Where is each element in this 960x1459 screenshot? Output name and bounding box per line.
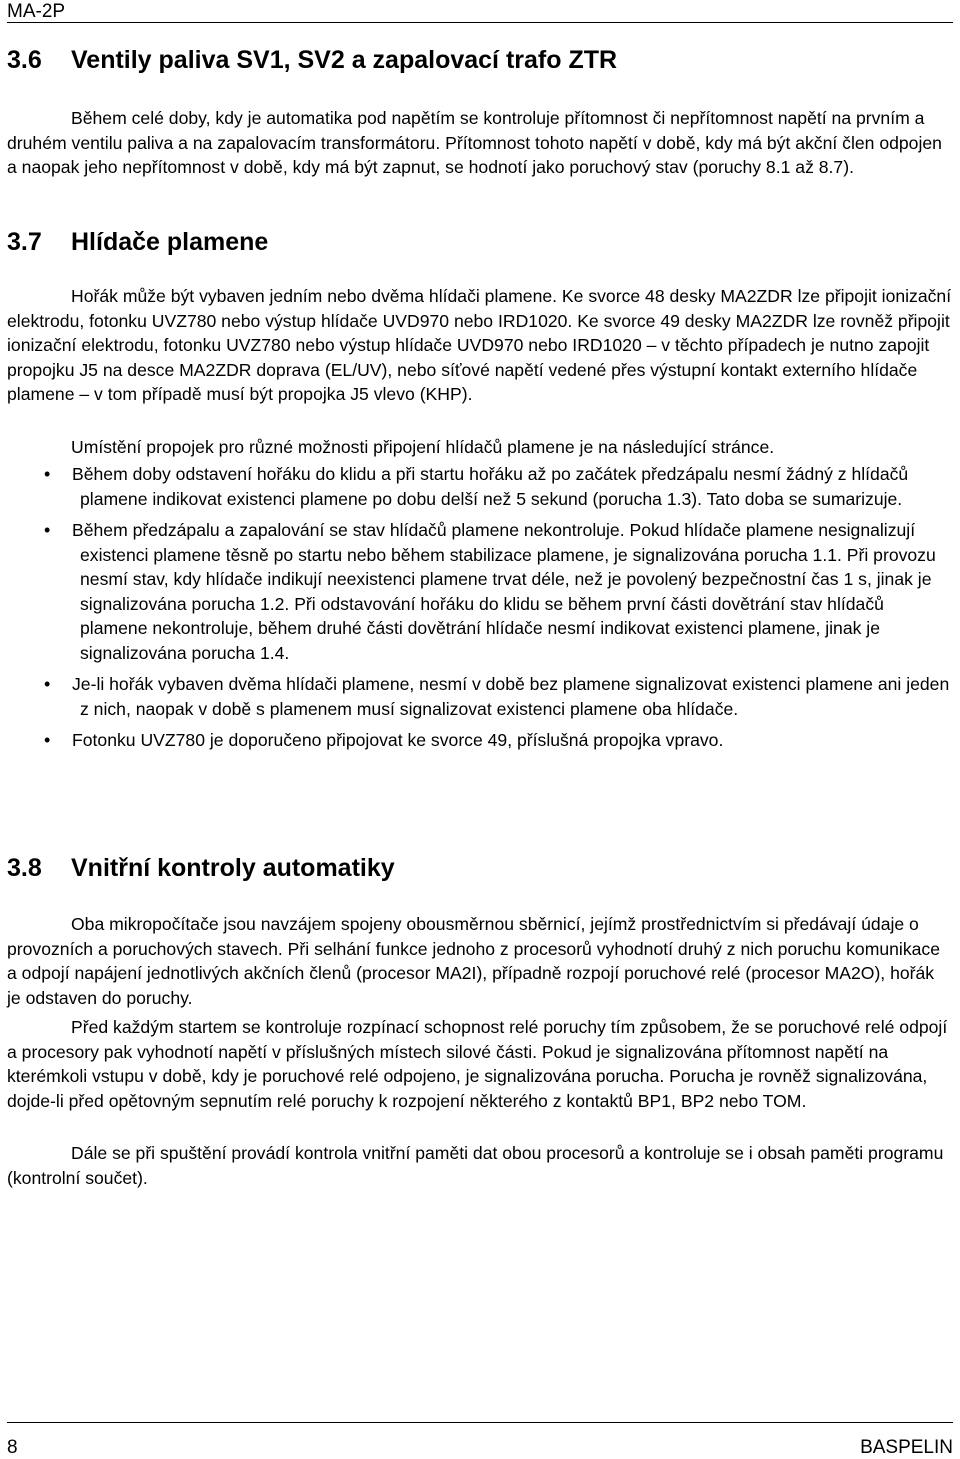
section-title: Vnitřní kontroly automatiky [71, 854, 395, 882]
section-3-6-heading [7, 46, 617, 75]
section-3-8-heading [7, 854, 395, 883]
list-item [0, 728, 952, 753]
section-3-6-paragraph: Během celé doby, kdy je automatika pod napětím se kontroluje přítomnost či nepřítomnost napětí na prvním a druhém ventilu paliva a na zapalovacím transformátoru. Přítomnost tohoto napětí v době, kdy má být akční člen odpojen a naopak jeho nepřítomnost v době, kdy má být zapnut, se hodnotí jako poruchový stav (poruchy 8.1 až 8.7). [7, 108, 942, 177]
list-item-text: Fotonku UVZ780 je doporučeno připojovat ke svorce 49, příslušná propojka vpravo. [72, 730, 724, 750]
bullet-icon: • [44, 520, 51, 540]
list-item [0, 518, 952, 665]
list-item [0, 462, 952, 511]
section-3-7-paragraph-1: Hořák může být vybaven jedním nebo dvěma hlídači plamene. Ke svorce 48 desky MA2ZDR lze připojit ionizační elektrodu, fotonku UVZ780 nebo výstup hlídače UVD970 nebo IRD1020. Ke svorce 49 desky MA2ZDR lze rovněž připojit ionizační elektrodu, fotonku UVZ780 nebo výstup hlídače UVD970 nebo IRD1020 – v těchto případech je nutno zapojit propojku J5 na desce MA2ZDR doprava (EL/UV), nebo síťové napětí vedené přes výstupní kontakt externího hlídače plamene – v tom případě musí být propojka J5 vlevo (KHP). [7, 286, 952, 404]
list-item [0, 672, 952, 721]
section-number: 3.8 [7, 854, 42, 882]
page-header [7, 0, 953, 23]
brand-name: BASPELIN [860, 1437, 953, 1458]
section-title: Ventily paliva SV1, SV2 a zapalovací trafo ZTR [71, 46, 618, 74]
section-number: 3.7 [7, 228, 42, 256]
bullet-icon: • [44, 464, 51, 484]
section-title: Hlídače plamene [71, 228, 269, 256]
page-footer [7, 1422, 953, 1458]
section-number: 3.6 [7, 46, 42, 74]
section-3-7-paragraph-2: Umístění propojek pro různé možnosti připojení hlídačů plamene je na následující stránce. [71, 437, 775, 457]
section-3-8-paragraph-3: Dále se při spuštění provádí kontrola vnitřní paměti dat obou procesorů a kontroluje se i obsah paměti programu (kontrolní součet). [7, 1143, 944, 1188]
list-item-text: Je-li hořák vybaven dvěma hlídači plamene, nesmí v době bez plamene signalizovat existenci plamene ani jeden z nich, naopak v době s plamenem musí signalizovat existenci plamene oba hlídače. [72, 674, 950, 719]
section-3-8-paragraph-2: Před každým startem se kontroluje rozpínací schopnost relé poruchy tím způsobem, že se poruchové relé odpojí a procesory pak vyhodnotí napětí v příslušných místech silové části. Pokud je signalizována přítomnost napětí na kterémkoli vstupu v době, kdy je poruchové relé odpojeno, je signalizována porucha. Porucha je rovněž signalizována, dojde-li před opětovným sepnutím relé poruchy k rozpojení některého z kontaktů BP1, BP2 nebo TOM. [7, 1017, 948, 1111]
document-code: MA-2P [7, 1, 66, 22]
list-item-text: Během předzápalu a zapalování se stav hlídačů plamene nekontroluje. Pokud hlídače plamene nesignalizují existenci plamene těsně po startu nebo během stabilizace plamene, je signalizována porucha 1.1. Při provozu nesmí stav, kdy hlídače indikují neexistenci plamene trvat déle, než je povolený bezpečnostní čas 1 s, jinak je signalizována porucha 1.2. Při odstavování hořáku do klidu se během první části dovětrání stav hlídačů plamene nekontroluje, během druhé části dovětrání hlídače nesmí indikovat existenci plamene, jinak je signalizována porucha 1.4. [72, 520, 936, 663]
section-3-8-paragraph-1: Oba mikropočítače jsou navzájem spojeny obousměrnou sběrnicí, jejímž prostřednictvím si předávají údaje o provozních a poruchových stavech. Při selhání funkce jednoho z procesorů vyhodnotí druhý z nich poruchu komunikace a odpojí napájení jednotlivých akčních členů (procesor MA2I), případně rozpojí poruchové relé (procesor MA2O), hořák je odstaven do poruchy. [7, 914, 941, 1008]
list-item-text: Během doby odstavení hořáku do klidu a při startu hořáku až po začátek předzápalu nesmí žádný z hlídačů plamene indikovat existenci plamene po dobu delší než 5 sekund (porucha 1.3). Tato doba se sumarizuje. [72, 464, 909, 509]
section-3-7-heading [7, 228, 268, 257]
bullet-icon: • [44, 674, 51, 694]
flame-monitor-rules-list [0, 462, 952, 760]
page-number: 8 [7, 1437, 18, 1458]
bullet-icon: • [44, 730, 51, 750]
